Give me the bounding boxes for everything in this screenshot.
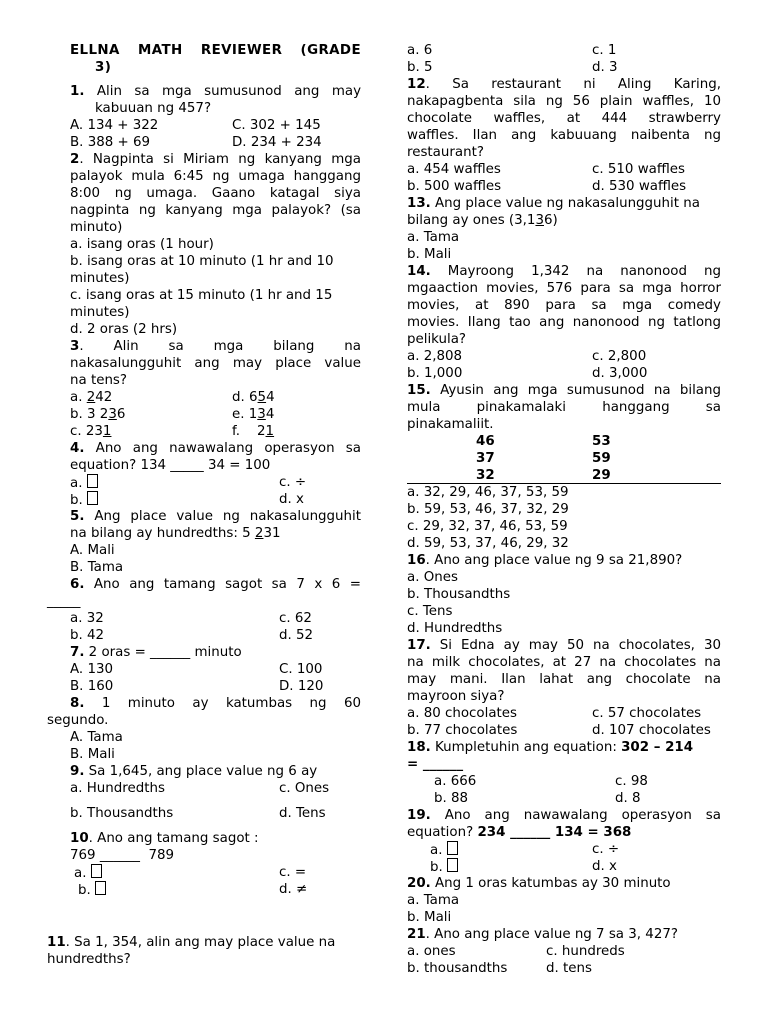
q15-numbers-row3 [407, 467, 721, 484]
q18-option-b[interactable]: b. 88 [434, 791, 469, 806]
q12-option-a[interactable]: a. 454 waffles [407, 162, 501, 177]
q1-options-row1 [47, 117, 361, 134]
q12-stem-text-3: chocolate waffles, at 444 strawberry [407, 111, 721, 126]
q3-option-c[interactable] [70, 423, 232, 440]
q3-a-post: 42 [95, 390, 113, 405]
q17-stem-text-2: na milk chocolates, at 27 na chocolates na [407, 655, 721, 670]
q8-option-b[interactable]: B. Mali [70, 747, 115, 762]
q21-stem [407, 926, 721, 943]
q5-stem-text: Ang place value ng nakasalungguhit [94, 509, 362, 524]
q19-option-b[interactable] [430, 858, 592, 875]
q14-option-a[interactable]: a. 2,808 [407, 349, 463, 364]
q19-a-label: a. [430, 843, 443, 858]
q12-option-c[interactable]: c. 510 waffles [592, 162, 686, 177]
q21-option-d[interactable]: d. tens [546, 961, 592, 976]
q15-option-c[interactable]: c. 29, 32, 37, 46, 53, 59 [407, 519, 568, 534]
q16-option-b[interactable]: b. Thousandths [407, 587, 511, 602]
q4-a-label: a. [70, 476, 83, 491]
q2-stem-3 [47, 185, 361, 202]
q18-stem-text: Kumpletuhin ang equation: [435, 740, 622, 755]
q9-options-row2 [47, 805, 361, 822]
q5-stem-2 [47, 525, 361, 542]
q3-a-pre: a. [70, 390, 87, 405]
q2-stem-5: minuto) [70, 220, 123, 235]
missing-glyph-box-icon [91, 864, 102, 878]
q2-option-d[interactable]: d. 2 oras (2 hrs) [70, 322, 178, 337]
q14-stem-5: pelikula? [407, 332, 467, 347]
q11-stem-text: . Sa 1, 354, alin ang may place value na [65, 935, 336, 950]
q20-number: 20. [407, 876, 431, 891]
q3-options-row2 [47, 406, 361, 423]
q21-option-b[interactable]: b. thousandths [407, 961, 508, 976]
q2-option-c[interactable]: c. isang oras at 15 minuto (1 hr and 15 [70, 288, 333, 303]
q2-option-a[interactable]: a. isang oras (1 hour) [70, 237, 214, 252]
q12-stem [407, 76, 721, 93]
q18-options-row2 [407, 790, 721, 807]
q16-stem-text: . Ano ang place value ng 9 sa 21,890? [425, 553, 683, 568]
q14-stem-text-4: movies. Ilang tao ang nanonood ng tatlong [407, 315, 721, 330]
q6-options-row1 [47, 610, 361, 627]
q15-number-cell: 59 [592, 451, 611, 466]
q3-option-e[interactable] [232, 406, 274, 423]
q6-stem-2: _____ [47, 594, 81, 609]
q7-stem [47, 644, 361, 661]
q13-stem [407, 195, 721, 212]
q17-stem-4: mayroon siya? [407, 689, 505, 704]
q5-number: 5. [70, 509, 85, 524]
q12-stem-3 [407, 110, 721, 127]
q4-b-label: b. [70, 493, 83, 508]
q19-equation: 234 ______ 134 = 368 [477, 825, 632, 840]
q9-option-b[interactable]: b. Thousandths [70, 806, 174, 821]
q8-stem [47, 695, 361, 712]
q14-stem-2 [407, 280, 721, 297]
q6-stem-text: Ano ang tamang sagot sa 7 x 6 = [93, 577, 361, 592]
q3-options-row1 [47, 389, 361, 406]
q5-stem2-pre: na bilang ay hundredths: 5 [70, 526, 255, 541]
q9-stem [47, 763, 361, 780]
q12-options-row1 [407, 161, 721, 178]
title-line1: ELLNA MATH REVIEWER (GRADE [70, 43, 361, 58]
q10-b-label: b. [78, 883, 91, 898]
q20-option-a[interactable]: a. Tama [407, 893, 460, 908]
q14-option-b[interactable]: b. 1,000 [407, 366, 463, 381]
q9-options-row1 [47, 780, 361, 797]
q13-stem2-pre: bilang ay ones (3,1 [407, 213, 536, 228]
q6-options-row2 [47, 627, 361, 644]
q11-option-c[interactable]: c. 1 [592, 43, 617, 58]
q19-stem [407, 807, 721, 824]
q7-option-a[interactable]: A. 130 [70, 662, 113, 677]
q4-stem [47, 440, 361, 457]
missing-glyph-box-icon [447, 841, 458, 855]
q5-option-a[interactable]: A. Mali [70, 543, 115, 558]
q11-stem [47, 934, 361, 951]
q2-stem-4 [47, 202, 361, 219]
q20-option-b[interactable]: b. Mali [407, 910, 452, 925]
q7-stem-text: 2 oras = ______ minuto [88, 645, 242, 660]
q21-stem-text: . Ano ang place value ng 7 sa 3, 427? [425, 927, 678, 942]
q15-option-d[interactable]: d. 59, 53, 37, 46, 29, 32 [407, 536, 569, 551]
q14-stem-text-3: movies, at 890 para sa mga comedy [407, 298, 721, 313]
q14-stem-text-2: mgaaction movies, 576 para sa mga horror [407, 281, 721, 296]
q21-option-a[interactable]: a. ones [407, 944, 456, 959]
title [47, 42, 361, 59]
q8-stem-text: 1 minuto ay katumbas ng 60 [101, 696, 362, 711]
q7-options-row1 [47, 661, 361, 678]
q14-stem [407, 263, 721, 280]
q14-stem-3 [407, 297, 721, 314]
missing-glyph-box-icon [447, 858, 458, 872]
q12-stem-5: restaurant? [407, 145, 484, 160]
q3-number: 3 [70, 339, 80, 354]
q20-stem-text: Ang 1 oras katumbas ay 30 minuto [435, 876, 671, 891]
q9-option-d[interactable]: d. Tens [279, 806, 326, 821]
q6-stem [47, 576, 361, 593]
q14-options-row2 [407, 365, 721, 382]
q15-number-cell: 32 [476, 468, 495, 483]
q10-options-row2 [47, 881, 361, 898]
q1-stem-2: kabuuan ng 457? [95, 101, 212, 116]
q12-stem-text-2: nakapagbenta sila ng 56 plain waffles, 10 [407, 94, 721, 109]
q18-stem-2: = ______ [407, 757, 464, 772]
q2-stem-text: . Nagpinta si Miriam ng kanyang mga [79, 152, 361, 167]
q3-d-pre: d. 6 [232, 390, 258, 405]
q4-number: 4. [70, 441, 85, 456]
q2-stem-2 [47, 168, 361, 185]
q17-options-row2 [407, 722, 721, 739]
q18-number: 18. [407, 740, 431, 755]
q15-number-cell: 53 [592, 434, 611, 449]
q21-option-c[interactable]: c. hundreds [546, 944, 625, 959]
q7-options-row2 [47, 678, 361, 695]
q3-stem [47, 338, 361, 355]
q19-stem-text: Ano ang nawawalang operasyon sa [444, 808, 721, 823]
q3-stem-text: . Alin sa mga bilang na [79, 339, 361, 354]
q8-number: 8. [70, 696, 85, 711]
q10-options-row1 [47, 864, 361, 881]
q14-option-d[interactable]: d. 3,000 [592, 366, 648, 381]
q7-option-c[interactable]: C. 100 [279, 662, 323, 677]
q17-stem-text-3: may mani. Ilan lahat ang chocolate na [407, 672, 721, 687]
q3-f-pre: f. 2 [232, 424, 266, 439]
q13-stem-text: Ang place value ng nakasalungguhit na [435, 196, 700, 211]
q1-option-d[interactable]: D. 234 + 234 [232, 135, 322, 150]
missing-glyph-box-icon [87, 474, 98, 488]
q11-number: 11 [47, 935, 66, 950]
q10-option-b[interactable] [78, 881, 279, 898]
q13-number: 13. [407, 196, 431, 211]
q12-number: 12 [407, 77, 426, 92]
q4-option-b[interactable] [70, 491, 279, 508]
q2-number: 2 [70, 152, 80, 167]
q3-b-underlined: 3 [108, 407, 117, 422]
q15-number-cell: 37 [476, 451, 495, 466]
q1-number: 1. [70, 84, 85, 99]
q19-option-a[interactable] [430, 841, 592, 858]
missing-glyph-box-icon [87, 491, 98, 505]
q11-options-row2 [407, 59, 721, 76]
q16-option-c[interactable]: c. Tens [407, 604, 453, 619]
q19-option-c[interactable]: c. ÷ [592, 842, 620, 857]
q19-stem-text-2: equation? [407, 825, 478, 840]
q5-stem2-underlined: 2 [254, 526, 264, 541]
q17-option-a[interactable]: a. 80 chocolates [407, 706, 518, 721]
q18-option-c[interactable]: c. 98 [615, 774, 648, 789]
q8-stem-2: segundo. [47, 713, 109, 728]
q3-d-underlined: 5 [257, 390, 267, 405]
q19-option-d[interactable]: d. x [592, 859, 617, 874]
q19-stem-2 [407, 824, 721, 841]
q11-stem-2: hundredths? [47, 952, 131, 967]
q13-stem2-underlined: 3 [535, 213, 544, 228]
q2-stem-text-2: palayok mula 6:45 ng umaga hanggang [70, 169, 361, 184]
q20-stem [407, 875, 721, 892]
q17-option-b[interactable]: b. 77 chocolates [407, 723, 518, 738]
q3-b-post: 6 [116, 407, 126, 422]
q2-option-c-2: minutes) [70, 305, 130, 320]
q1-stem [47, 83, 361, 100]
q9-option-a[interactable]: a. Hundredths [70, 781, 165, 796]
q1-option-c[interactable]: C. 302 + 145 [232, 118, 321, 133]
q3-option-b[interactable] [70, 406, 232, 423]
q21-options-row2 [407, 960, 721, 977]
q18-stem [407, 739, 721, 756]
q9-number: 9. [70, 764, 85, 779]
q10-stem-text: . Ano ang tamang sagot : [88, 831, 259, 846]
q4-option-a[interactable] [70, 474, 279, 491]
q19-options-row2 [407, 858, 721, 875]
q7-option-b[interactable]: B. 160 [70, 679, 114, 694]
q6-number: 6. [70, 577, 85, 592]
q15-number-cell: 29 [592, 468, 611, 483]
q15-number: 15. [407, 383, 431, 398]
q12-option-d[interactable]: d. 530 waffles [592, 179, 687, 194]
q4-options-row1 [47, 474, 361, 491]
q7-number: 7. [70, 645, 85, 660]
q17-option-c[interactable]: c. 57 chocolates [592, 706, 702, 721]
q3-option-f[interactable] [232, 423, 274, 440]
q1-option-b[interactable]: B. 388 + 69 [70, 135, 151, 150]
q17-options-row1 [407, 705, 721, 722]
q10-option-a[interactable] [74, 864, 279, 881]
q2-option-b[interactable]: b. isang oras at 10 minuto (1 hr and 10 [70, 254, 334, 269]
q2-stem-text-3: 8:00 ng umaga. Gaano katagal siya [70, 186, 361, 201]
q3-d-post: 4 [266, 390, 275, 405]
q4-option-c[interactable]: c. ÷ [279, 475, 307, 490]
q3-options-row3 [47, 423, 361, 440]
q9-option-c[interactable]: c. Ones [279, 781, 330, 796]
q3-e-underlined: 3 [257, 407, 266, 422]
q17-stem-text: Si Edna ay may 50 na chocolates, 30 [439, 638, 721, 653]
q3-e-post: 4 [265, 407, 275, 422]
q3-stem-text-2: nakasalungguhit ang may place value [70, 356, 361, 371]
q5-stem [47, 508, 361, 525]
q12-stem-2 [407, 93, 721, 110]
q18-option-a[interactable]: a. 666 [434, 774, 477, 789]
q3-option-a[interactable] [70, 389, 232, 406]
q6-option-b[interactable]: b. 42 [70, 628, 105, 643]
q1-options-row2 [47, 134, 361, 151]
q16-option-a[interactable]: a. Ones [407, 570, 458, 585]
q3-stem-3: na tens? [70, 373, 128, 388]
q8-option-a[interactable]: A. Tama [70, 730, 123, 745]
q14-options-row1 [407, 348, 721, 365]
q3-e-pre: e. 1 [232, 407, 258, 422]
q3-f-underlined: 1 [265, 424, 275, 439]
q10-option-c[interactable]: c. = [279, 865, 307, 880]
q5-option-b[interactable]: B. Tama [70, 560, 124, 575]
q17-stem [407, 637, 721, 654]
q3-a-underlined: 2 [86, 390, 96, 405]
q2-option-b-2: minutes) [70, 271, 130, 286]
q15-stem-3: pinakamaliit. [407, 417, 494, 432]
q11-options-row1 [407, 42, 721, 59]
q2-stem [47, 151, 361, 168]
q3-b-pre: b. 3 2 [70, 407, 109, 422]
q16-stem [407, 552, 721, 569]
q14-option-c[interactable]: c. 2,800 [592, 349, 647, 364]
q12-options-row2 [407, 178, 721, 195]
q9-stem-text: Sa 1,645, ang place value ng 6 ay [88, 764, 318, 779]
q12-stem-4 [407, 127, 721, 144]
q17-stem-2 [407, 654, 721, 671]
q17-option-d[interactable]: d. 107 chocolates [592, 723, 711, 738]
q6-option-c[interactable]: c. 62 [279, 611, 312, 626]
q11-option-b[interactable]: b. 5 [407, 60, 433, 75]
q15-stem-text: Ayusin ang mga sumusunod na bilang [440, 383, 721, 398]
q3-c-underlined: 1 [102, 424, 112, 439]
q14-stem-4 [407, 314, 721, 331]
q7-option-d[interactable]: D. 120 [279, 679, 324, 694]
q6-option-a[interactable]: a. 32 [70, 611, 104, 626]
q4-options-row2 [47, 491, 361, 508]
q12-stem-text: . Sa restaurant ni Aling Karing, [425, 77, 721, 92]
q4-stem-2: equation? 134 _____ 34 = 100 [70, 458, 271, 473]
q12-option-b[interactable]: b. 500 waffles [407, 179, 502, 194]
q18-equation: 302 – 214 [621, 740, 694, 755]
q11-option-d[interactable]: d. 3 [592, 60, 618, 75]
q13-stem2-post: 6) [543, 213, 558, 228]
q13-stem-2 [407, 212, 721, 229]
q2-stem-text-4: nagpinta ng kanyang mga palayok? (sa [70, 203, 361, 218]
q3-option-d[interactable] [232, 389, 275, 406]
q5-stem2-post: 31 [263, 526, 281, 541]
q10-stem-2: 769 ______ 789 [70, 848, 175, 863]
q15-number-cell: 46 [476, 434, 495, 449]
q4-option-d[interactable]: d. x [279, 492, 304, 507]
right-column [407, 42, 721, 977]
q12-stem-text-4: waffles. Ilan ang kabuuang naibenta ng [407, 128, 721, 143]
q3-c-pre: c. 23 [70, 424, 103, 439]
q1-stem-text: Alin sa mga sumusunod ang may [96, 84, 361, 99]
q13-option-b[interactable]: b. Mali [407, 247, 452, 262]
q15-stem-2 [407, 399, 721, 416]
q19-number: 19. [407, 808, 431, 823]
q4-stem-text: Ano ang nawawalang operasyon sa [95, 441, 361, 456]
q15-numbers-row1 [407, 433, 721, 450]
q6-option-d[interactable]: d. 52 [279, 628, 314, 643]
q14-stem-text: Mayroong 1,342 na nanonood ng [447, 264, 721, 279]
q18-option-d[interactable]: d. 8 [615, 791, 641, 806]
q19-b-label: b. [430, 860, 443, 875]
q15-numbers-row2 [407, 450, 721, 467]
q19-options-row1 [407, 841, 721, 858]
q21-number: 21 [407, 927, 426, 942]
q10-number: 10 [70, 831, 89, 846]
q18-options-row1 [407, 773, 721, 790]
q10-a-label: a. [74, 866, 87, 881]
left-column [47, 42, 361, 968]
q17-number: 17. [407, 638, 431, 653]
q16-option-d[interactable]: d. Hundredths [407, 621, 503, 636]
q10-option-d[interactable]: d. ≠ [279, 882, 308, 897]
q17-stem-3 [407, 671, 721, 688]
q10-stem [47, 830, 361, 847]
q13-option-a[interactable]: a. Tama [407, 230, 460, 245]
q1-option-a[interactable]: A. 134 + 322 [70, 118, 159, 133]
q16-number: 16 [407, 553, 426, 568]
q11-option-a[interactable]: a. 6 [407, 43, 433, 58]
title-line2: 3) [95, 60, 112, 75]
q3-stem-2 [47, 355, 361, 372]
q15-stem-text-2: mula pinakamalaki hanggang sa [407, 400, 721, 415]
missing-glyph-box-icon [95, 881, 106, 895]
q21-options-row1 [407, 943, 721, 960]
q14-number: 14. [407, 264, 431, 279]
q15-stem [407, 382, 721, 399]
q15-option-b[interactable]: b. 59, 53, 46, 37, 32, 29 [407, 502, 569, 517]
q15-option-a[interactable]: a. 32, 29, 46, 37, 53, 59 [407, 485, 569, 500]
